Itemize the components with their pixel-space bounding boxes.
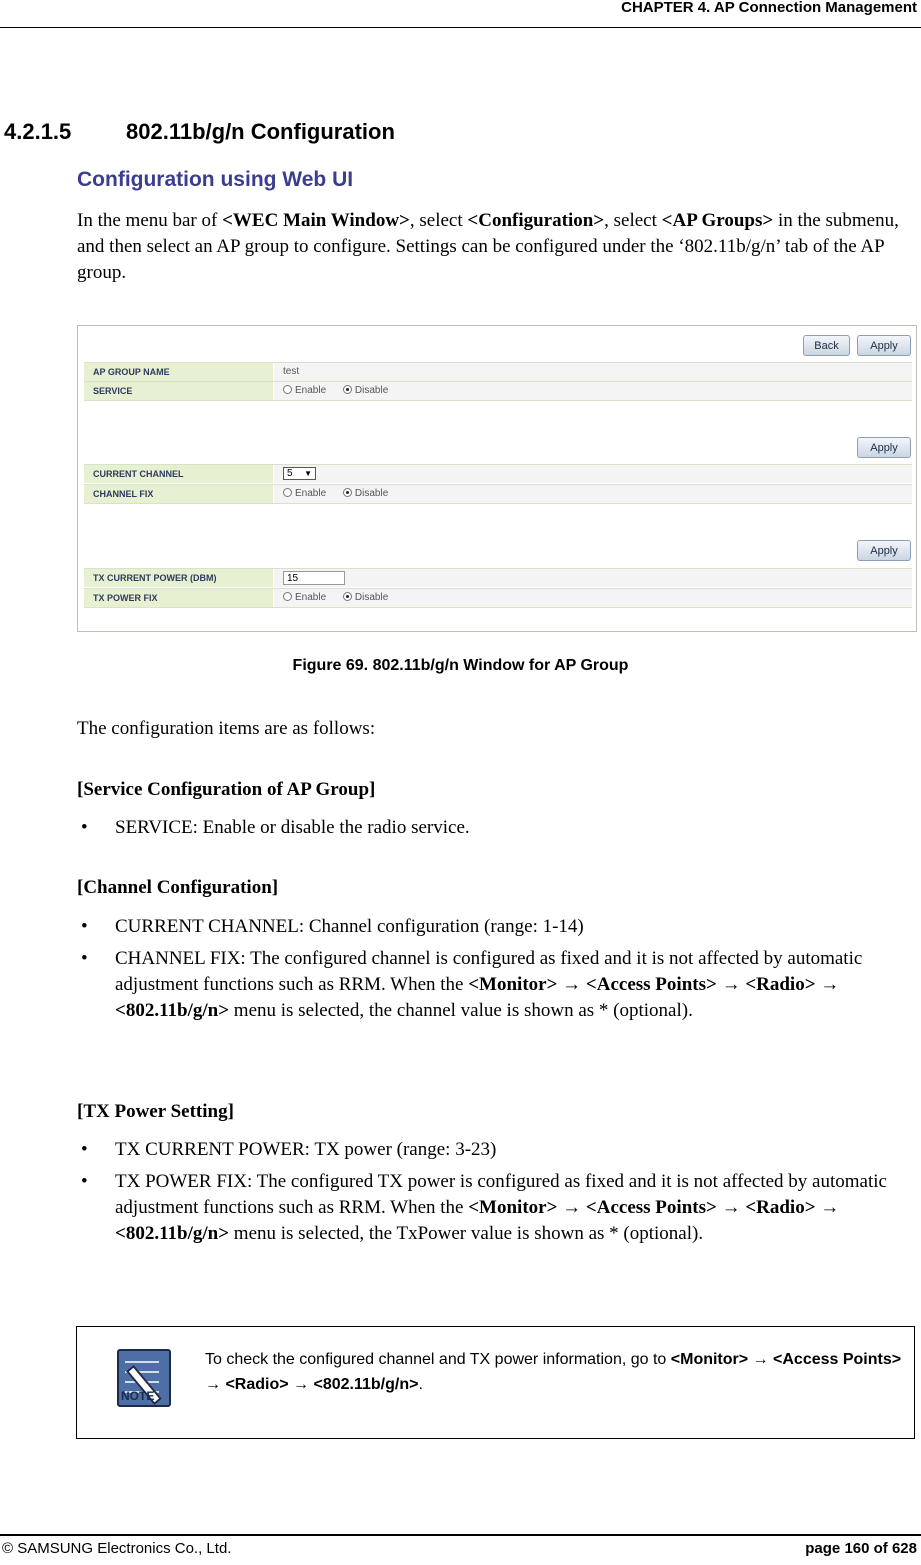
menu-name: <Access Points> <box>773 1351 902 1368</box>
channel-fix-disable-option[interactable] <box>343 488 388 499</box>
field-label: CHANNEL FIX <box>84 485 273 503</box>
service-enable-option[interactable] <box>283 385 326 396</box>
intro-text: , select <box>604 210 662 231</box>
menu-name: <Radio> <box>225 1376 289 1393</box>
items-intro: The configuration items are as follows: <box>77 718 376 739</box>
ap-group-name-value: test <box>274 363 912 381</box>
menu-name: <Access Points> <box>585 1197 717 1218</box>
list-item: • TX CURRENT POWER: TX power (range: 3-23) <box>77 1137 907 1163</box>
menu-name: <Radio> <box>745 1197 816 1218</box>
menu-name: <Configuration> <box>467 210 605 231</box>
item-text: menu is selected, the TxPower value is shown as * (optional). <box>229 1223 704 1244</box>
note-body: . <box>418 1376 423 1393</box>
back-button[interactable]: Back <box>803 335 850 356</box>
channel-list <box>77 914 907 1030</box>
menu-name: <Monitor> <box>670 1351 749 1368</box>
intro-text: , select <box>409 210 468 231</box>
intro-text: In the menu bar of <box>77 210 223 231</box>
row-channel-fix <box>84 484 912 504</box>
tx-power-fix-disable-option[interactable] <box>343 592 388 603</box>
list-item <box>77 1169 907 1247</box>
tx-current-power-input[interactable]: 15 <box>283 571 345 585</box>
list-item: • CURRENT CHANNEL: Channel configuration (range: 1-14) <box>77 914 907 940</box>
intro-text: in the submenu, and then select an AP group to configure. Settings can be configured under the ‘802.11b/g/n’ tab of the AP group. <box>77 210 899 283</box>
selected-value: 5 <box>287 468 293 479</box>
channel-group-title: [Channel Configuration] <box>77 877 279 898</box>
tx-list <box>77 1137 907 1253</box>
figure-caption: Figure 69. 802.11b/g/n Window for AP Group <box>292 657 629 674</box>
arrow-icon: → <box>820 1197 840 1218</box>
field-label: TX POWER FIX <box>84 589 273 607</box>
menu-name: <AP Groups> <box>661 210 774 231</box>
option-label: Disable <box>354 488 389 499</box>
note-label: NOTE <box>121 1389 155 1403</box>
channel-fix-radio-group <box>274 485 912 503</box>
chapter-header: CHAPTER 4. AP Connection Management <box>621 0 917 16</box>
footer-page-number: page 160 of 628 <box>805 1540 917 1557</box>
menu-name: <WEC Main Window> <box>222 210 410 231</box>
section-heading <box>4 119 395 145</box>
ap-group-settings-panel <box>77 325 917 632</box>
field-label: SERVICE <box>84 382 273 400</box>
arrow-icon: → <box>752 1351 769 1368</box>
current-channel-select[interactable] <box>283 467 316 480</box>
subheading: Configuration using Web UI <box>77 168 354 191</box>
service-list <box>77 815 907 847</box>
arrow-icon: → <box>205 1376 221 1393</box>
arrow-icon: → <box>562 1197 582 1218</box>
menu-name: <Access Points> <box>585 974 717 995</box>
option-label: Enable <box>295 488 327 499</box>
notepad-lines <box>125 1361 159 1363</box>
current-channel-cell <box>274 465 912 483</box>
arrow-icon: → <box>721 974 741 995</box>
tx-group-title: [TX Power Setting] <box>77 1101 234 1122</box>
row-current-channel <box>84 464 912 483</box>
radio-off-icon <box>283 385 292 394</box>
note-text <box>205 1347 905 1397</box>
option-label: Disable <box>354 385 389 396</box>
list-item <box>77 946 907 1024</box>
row-tx-current-power <box>84 568 912 587</box>
menu-name: <Monitor> <box>468 974 558 995</box>
header-divider <box>0 27 921 28</box>
menu-name: <802.11b/g/n> <box>115 1223 230 1244</box>
option-label: Disable <box>354 592 389 603</box>
section-title: 802.11b/g/n Configuration <box>126 119 395 144</box>
intro-paragraph <box>77 208 917 286</box>
menu-name: <802.11b/g/n> <box>115 1000 230 1021</box>
field-label: CURRENT CHANNEL <box>84 465 273 483</box>
apply-channel-button[interactable]: Apply <box>857 437 911 458</box>
chevron-down-icon: ▼ <box>304 469 312 478</box>
arrow-icon: → <box>820 974 840 995</box>
option-label: Enable <box>295 592 327 603</box>
item-text: TX POWER FIX: The configured TX power is configured as fixed and it is not affected by automatic adjustment functions such as RRM. When the <box>115 1171 887 1218</box>
footer-divider <box>0 1534 921 1536</box>
channel-fix-enable-option[interactable] <box>283 488 326 499</box>
item-text: menu is selected, the channel value is shown as * (optional). <box>229 1000 693 1021</box>
arrow-icon: → <box>562 974 582 995</box>
service-disable-option[interactable] <box>343 385 388 396</box>
field-label: AP GROUP NAME <box>84 363 273 381</box>
arrow-icon: → <box>721 1197 741 1218</box>
radio-on-icon <box>343 488 352 497</box>
tx-power-fix-enable-option[interactable] <box>283 592 326 603</box>
note-body: To check the configured channel and TX power information, go to <box>205 1351 671 1368</box>
tx-current-power-cell <box>274 569 912 587</box>
radio-on-icon <box>343 385 352 394</box>
option-label: Enable <box>295 385 327 396</box>
item-text: CHANNEL FIX: The configured channel is configured as fixed and it is not affected by automatic adjustment functions such as RRM. When the <box>115 948 863 995</box>
service-radio-group <box>274 382 912 400</box>
row-service <box>84 381 912 401</box>
menu-name: <Radio> <box>745 974 816 995</box>
arrow-icon: → <box>293 1376 310 1393</box>
footer-copyright: © SAMSUNG Electronics Co., Ltd. <box>2 1540 232 1557</box>
tx-power-fix-radio-group <box>274 589 912 607</box>
apply-power-button[interactable]: Apply <box>857 540 911 561</box>
radio-off-icon <box>283 488 292 497</box>
list-item: • SERVICE: Enable or disable the radio service. <box>77 815 907 841</box>
row-ap-group-name <box>84 362 912 381</box>
section-number: 4.2.1.5 <box>4 119 72 144</box>
field-label: TX CURRENT POWER (DBM) <box>84 569 273 587</box>
note-box <box>76 1326 915 1439</box>
radio-off-icon <box>283 592 292 601</box>
service-group-title: [Service Configuration of AP Group] <box>77 779 376 800</box>
menu-name: <Monitor> <box>468 1197 558 1218</box>
radio-on-icon <box>343 592 352 601</box>
menu-name: <802.11b/g/n> <box>313 1376 419 1393</box>
row-tx-power-fix <box>84 588 912 608</box>
apply-button[interactable]: Apply <box>857 335 911 356</box>
